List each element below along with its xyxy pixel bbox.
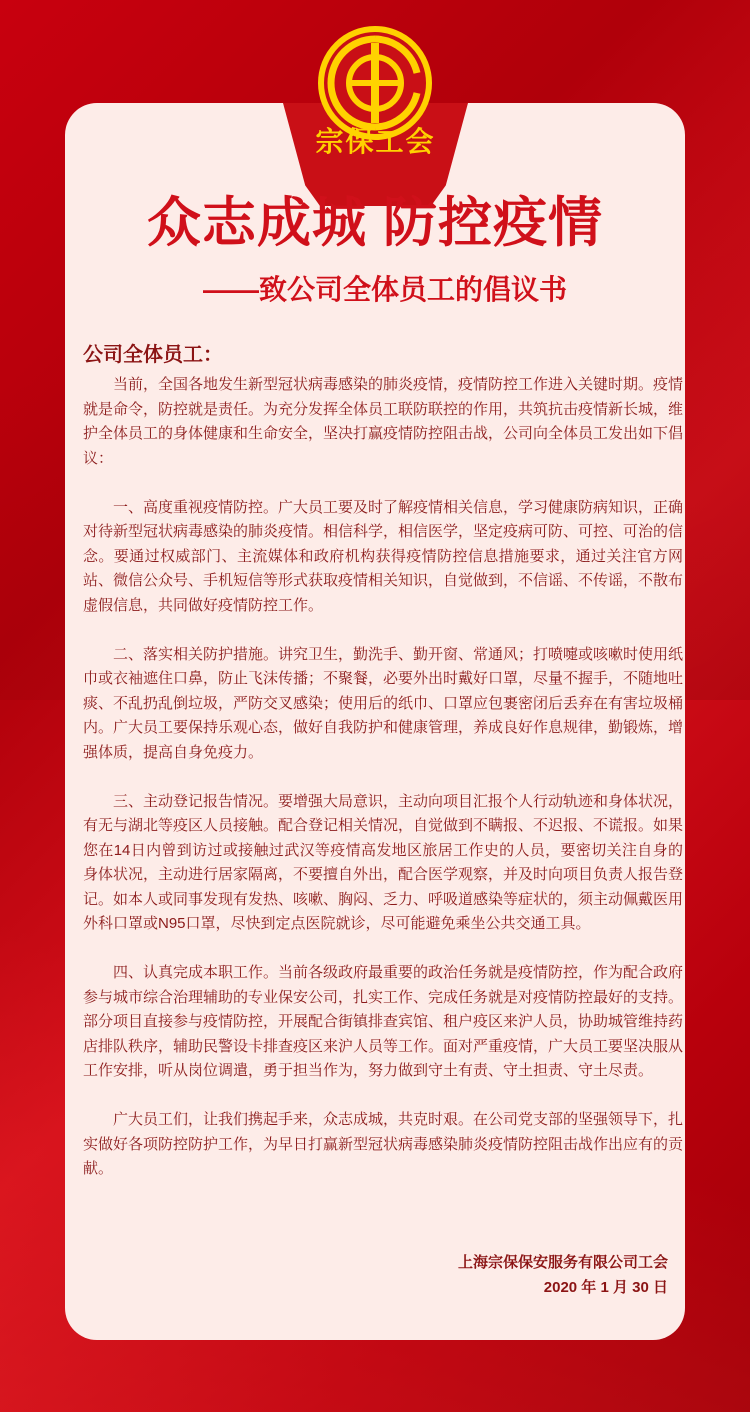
badge-label: 宗保工会 [315,126,436,157]
paragraph-1: 一、高度重视疫情防控。广大员工要及时了解疫情相关信息，学习健康防病知识，正确对待新型冠状病毒感染的肺炎疫情。相信科学，相信医学，坚定疫病可防、可控、可治的信念。要通过权威部门、主流媒体和政府机构获得疫情防控信息措施要求，通过关注官方网站、微信公众号、手机短信等形式获取疫情相关知识，自觉做到，不信谣、不传谣，不散布虚假信息，共同做好疫情防控工作。 [83,498,684,614]
page-title: 众志成城 防控疫情 [146,193,603,253]
paragraph-closing: 广大员工们，让我们携起手来，众志成城，共克时艰。在公司党支部的坚强领导下，扎实做好各项防控防护工作，为早日打赢新型冠状病毒感染肺炎疫情防控阻击战作出应有的贡献。 [83,1111,684,1177]
salutation: 公司全体员工： [83,344,223,366]
page-subtitle: ——致公司全体员工的倡议书 [202,274,567,305]
paragraph-2: 二、落实相关防护措施。讲究卫生，勤洗手、勤开窗、常通风；打喷嚏或咳嗽时使用纸巾或衣袖遮住口鼻，防止飞沫传播；不聚餐，必要外出时戴好口罩，尽量不握手，不随地吐痰、不乱扔乱倒垃圾，严防交叉感染；使用后的纸巾、口罩应包裹密闭后丢弃在有害垃圾桶内。广大员工要保持乐观心态，做好自我防护和健康管理，养成良好作息规律，勤锻炼，增强体质，提高自身免疫力。 [83,645,684,761]
letter-body [83,373,683,1206]
signature-org: 上海宗保保安服务有限公司工会 [457,1254,668,1271]
paragraph-4: 四、认真完成本职工作。当前各级政府最重要的政治任务就是疫情防控，作为配合政府参与城市综合治理辅助的专业保安公司，扎实工作、完成任务就是对疫情防控最好的支持。部分项目直接参与疫情防控，开展配合街镇排查宾馆、租户疫区来沪人员，协助城管维持药店排队秩序，辅助民警设卡排查疫区来沪人员等工作。面对严重疫情，广大员工要坚决服从工作安排，听从岗位调遣，勇于担当作为，努力做到守土有责、守土担责、守土尽责。 [83,964,684,1079]
signature-block [458,1250,668,1300]
paragraph-3: 三、主动登记报告情况。要增强大局意识，主动向项目汇报个人行动轨迹和身体状况，有无与湖北等疫区人员接触。配合登记相关情况，自觉做到不瞒报、不迟报、不谎报。如果您在14日内曾到访过或接触过武汉等疫情高发地区旅居工作史的人员，要密切关注自身的身体状况，主动进行居家隔离，不要擅自外出，配合医学观察，并及时向项目负责人报告登记。如本人或同事发现有发热、咳嗽、胸闷、乏力、呼吸道感染等症状的，须主动佩戴医用外科口罩或N95口罩，尽快到定点医院就诊，尽可能避免乘坐公共交通工具。 [83,792,684,932]
signature-date: 2020 年 1 月 30 日 [543,1279,668,1296]
paragraph-intro: 当前，全国各地发生新型冠状病毒感染的肺炎疫情，疫情防控工作进入关键时期。疫情就是命令，防控就是责任。为充分发挥全体员工联防联控的作用，共筑抗击疫情新长城，维护全体员工的身体健康和生命安全，坚决打赢疫情防控阻击战，公司向全体员工发出如下倡议： [83,376,684,467]
